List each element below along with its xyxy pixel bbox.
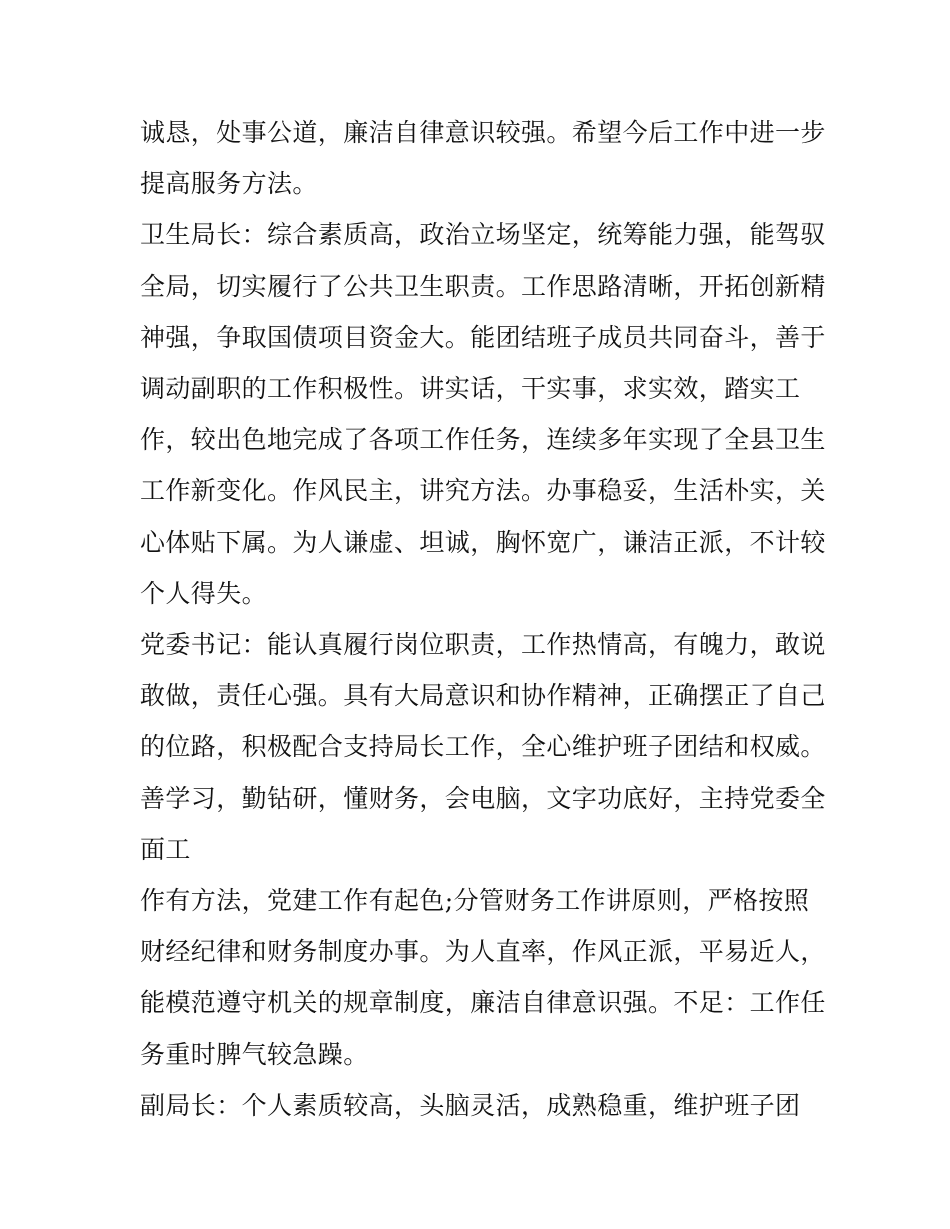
text-line: 财经纪律和财务制度办事。为人直率，作风正派，平易近人， [140, 937, 826, 967]
text-line: 副局长：个人素质较高，头脑灵活，成熟稳重，维护班子团 [140, 1090, 801, 1120]
text-line: 面工 [140, 834, 191, 864]
text-line: 善学习，勤钻研，懂财务，会电脑，文字功底好，主持党委全 [140, 783, 826, 813]
text-line: 全局，切实履行了公共卫生职责。工作思路清晰，开拓创新精 [140, 271, 826, 301]
text-line: 务重时脾气较急躁。 [140, 1039, 369, 1069]
text-line: 心体贴下属。为人谦虚、坦诚，胸怀宽广，谦洁正派，不计较 [140, 527, 826, 557]
text-line: 能模范遵守机关的规章制度，廉洁自律意识强。不足：工作任 [140, 988, 826, 1018]
text-line: 诚恳，处事公道，廉洁自律意识较强。希望今后工作中进一步 [140, 118, 826, 147]
text-line: 提高服务方法。 [140, 169, 318, 199]
text-line: 党委书记：能认真履行岗位职责，工作热情高，有魄力，敢说 [140, 630, 826, 660]
text-line: 工作新变化。作风民主，讲究方法。办事稳妥，生活朴实，关 [140, 476, 826, 506]
text-line: 调动副职的工作积极性。讲实话，干实事，求实效，踏实工 [140, 374, 801, 404]
text-line: 作，较出色地完成了各项工作任务，连续多年实现了全县卫生 [140, 425, 826, 455]
text-line: 个人得失。 [140, 578, 268, 608]
text-line: 卫生局长：综合素质高，政治立场坚定，统筹能力强，能驾驭 [140, 220, 826, 250]
text-line: 的位路，积极配合支持局长工作，全心维护班子团结和权威。 [140, 732, 826, 762]
text-line: 作有方法，党建工作有起色;分管财务工作讲原则，严格按照 [140, 886, 810, 916]
text-line: 神强，争取国债项目资金大。能团结班子成员共同奋斗，善于 [140, 322, 826, 352]
document-text-body [140, 107, 840, 1131]
text-line: 敢做，责任心强。具有大局意识和协作精神，正确摆正了自己 [140, 681, 826, 711]
